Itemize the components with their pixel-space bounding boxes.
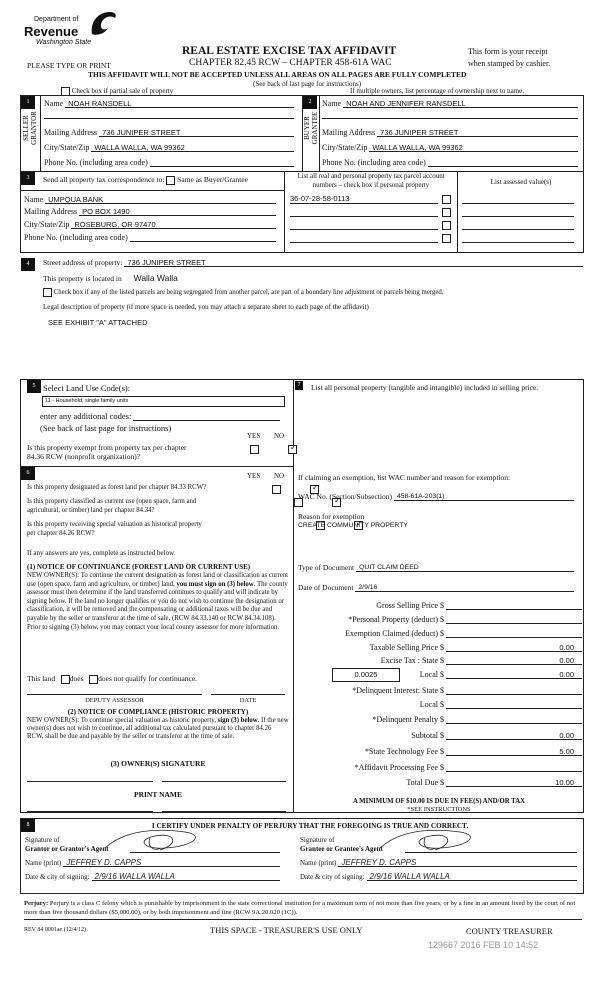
agency-line1: Department of — [34, 16, 79, 23]
deputy-assessor-label: DEPUTY ASSESSOR — [85, 697, 144, 704]
corr-city-field[interactable]: ROSEBURG, OR 97470 — [71, 220, 276, 229]
reason-field[interactable]: CREATE COMMUNITY PROPERTY — [298, 522, 408, 529]
continuance-row: This land does does not qualify for continuance. — [27, 674, 198, 683]
exempt-yes-checkbox[interactable] — [250, 445, 259, 454]
owner-signature-line-2[interactable] — [162, 781, 286, 782]
section5-no-header: NO — [274, 432, 285, 440]
corr-name-field[interactable]: UMPQUA BANK — [45, 195, 276, 204]
additional-codes-row: enter any additional codes: — [40, 411, 280, 421]
wac-field[interactable]: 458-61A-203(1) — [394, 492, 574, 501]
form-title: REAL ESTATE EXCISE TAX AFFIDAVIT — [182, 45, 397, 57]
fee-delinquent-interest-local: Local $ — [300, 700, 582, 709]
notice1-title: (1) NOTICE OF CONTINUANCE (FOREST LAND OR CURRENT USE) — [27, 563, 251, 571]
exempt-question: Is this property exempt from property tax per chapter 84.36 RCW (nonprofit organization)? — [27, 443, 187, 461]
grantee-signature-label: Signature of Grantee or Grantee's Agent — [300, 836, 383, 853]
deputy-assessor-line[interactable] — [27, 694, 202, 695]
parcel-number-field[interactable] — [290, 233, 438, 243]
print-name-line-2[interactable] — [162, 811, 286, 812]
additional-codes-field[interactable] — [133, 412, 280, 421]
grantee-date-row: Date & city of signing: 2/9/16 WALLA WALLA — [300, 872, 577, 881]
fee-delinquent-penalty: *Delinquent Penalty $ — [300, 715, 582, 724]
section1-sidebar-divider — [40, 96, 41, 171]
seller-mailing-row: Mailing Address 736 JUNIPER STREET — [44, 128, 294, 137]
assessed-value-field[interactable] — [462, 233, 574, 243]
see-instructions-note: *SEE INSTRUCTIONS — [407, 806, 471, 813]
grantor-date-row: Date & city of signing: 2/9/16 WALLA WALLA — [25, 872, 280, 881]
seller-grantor-label: SELLER GRANTOR — [22, 111, 38, 145]
notice1-body: NEW OWNER(S): To continue the current designation as forest land or classification as current use (open space, farm and agriculture, or timber) land, you must sign on (3) below. The county assessor must then determine if the land transferred continues to qualify and will indicate by signing below. If the land no longer qualifies or you do not wish to continue the designation or classification, it will be removed and the compensating or additional taxes will be due and payable by the seller or transferor at the time of sale. (RCW 84.33.140 or RCW 84.34.108). Prior to signing (3) below, you may contact your local county assessor for more information. — [27, 572, 289, 631]
buyer-phone-field[interactable] — [428, 158, 578, 167]
section4-badge: 4 — [21, 258, 35, 271]
treasurer-stamp: 129667 2016 FEB 10 14:52 — [428, 940, 539, 950]
grantor-date-field[interactable]: 2/9/16 WALLA WALLA — [92, 872, 280, 881]
buyer-name-line2[interactable] — [322, 118, 578, 119]
print-name-line-1[interactable] — [27, 811, 153, 812]
grantor-name-field[interactable]: JEFFREY D. CAPPS — [63, 858, 280, 867]
exempt-no-checkbox[interactable] — [288, 445, 297, 454]
buyer-name-row: Name NOAH AND JENNIFER RANSDELL — [322, 99, 578, 108]
fee-personal-property: *Personal Property (deduct) $ — [300, 615, 582, 624]
same-as-buyer-checkbox[interactable] — [166, 176, 175, 185]
buyer-mailing-row: Mailing Address 736 JUNIPER STREET — [322, 128, 578, 137]
fee-taxable-selling-price: Taxable Selling Price $ 0.00 — [300, 643, 582, 652]
parcel-row-2 — [290, 207, 580, 219]
reason-label: Reason for exemption — [298, 512, 365, 521]
parcel-row-4 — [290, 233, 580, 245]
partial-sale-label: Check box if partial sale of property — [71, 87, 174, 96]
see-back-note: (See back of last page for instructions) — [253, 80, 362, 88]
receipt-note-1: This form is your receipt — [468, 47, 548, 56]
corr-phone-row: Phone No. (including area code) — [24, 233, 276, 242]
buyer-phone-row: Phone No. (including area code) — [322, 158, 578, 167]
section6-top-divider — [20, 466, 294, 467]
minimum-due-note: A MINIMUM OF $10.00 IS DUE IN FEE(S) AND/OR TAX — [352, 798, 526, 805]
assessed-header: List assessed value(s) — [490, 178, 552, 186]
perjury-notice: Perjury: Perjury is a class C felony which is punishable by imprisonment in the state correctional institution for a maximum term of not more than five years, or by a fine in an amount fixed by the court of not more than five thousand dollars ($5,000.00), or by both imprisonment and fine (RCW 9A.20.020 (1C)). — [24, 900, 582, 920]
legal-description-value[interactable]: SEE EXHIBIT "A" ATTACHED — [48, 318, 148, 327]
forest-yes-checkbox[interactable] — [272, 485, 281, 494]
buyer-name-field[interactable]: NOAH AND JENNIFER RANSDELL — [343, 99, 578, 108]
grantee-name-field[interactable]: JEFFREY D. CAPPS — [338, 858, 577, 867]
does-not-qualify-checkbox[interactable] — [89, 675, 98, 684]
dor-logo — [22, 10, 122, 46]
doc-date-row: Date of Document 2/9/16 — [298, 583, 574, 592]
seller-name-row: Name NOAH RANSDELL — [44, 99, 294, 108]
grantor-signature — [95, 826, 215, 856]
notice2-body: NEW OWNER(S): To continue special valuation as historic property, sign (3) below. If the new owner(s) does not wish to continue, all additional tax calculated pursuant to chapter 84.26 RCW, shall be due and payable by the seller or transferor at the time of sale. — [27, 717, 289, 740]
buyer-mailing-field[interactable]: 736 JUNIPER STREET — [377, 128, 578, 137]
warning-text: THIS AFFIDAVIT WILL NOT BE ACCEPTED UNLESS ALL AREAS ON ALL PAGES ARE FULLY COMPLETED — [88, 70, 467, 79]
seller-mailing-field[interactable]: 736 JUNIPER STREET — [99, 128, 294, 137]
section2-badge: 2 — [303, 96, 317, 109]
grantor-signature-label: Signature of Grantor or Grantor's Agent — [25, 836, 109, 853]
fee-excise-tax-local: Local $ 0.00 — [300, 670, 582, 679]
doc-type-row: Type of Document QUIT CLAIM DEED — [298, 563, 574, 572]
chapter-line: CHAPTER 82.45 RCW – CHAPTER 458-61A WAC — [189, 58, 392, 68]
section5-yes-header: YES — [247, 432, 261, 440]
personal-property-checkbox[interactable] — [442, 208, 451, 217]
owner-signature-line-1[interactable] — [27, 781, 153, 782]
send-correspondence-row: Send all property tax correspondence to: Same as Buyer/Grantee — [43, 175, 248, 184]
fee-excise-tax-state: Excise Tax : State $ 0.00 — [300, 656, 582, 665]
segregated-row: Check box if any of the listed parcels are being segregated from another parcel, are part of a boundary line adjustment or parcels being merged. — [43, 288, 444, 297]
parcel-number-field[interactable] — [290, 207, 438, 217]
legal-description-label: Legal description of property (if more space is needed, you may attach a separate sheet to each page of the affidavit) — [43, 303, 369, 311]
section3-header-divider — [20, 190, 284, 191]
owner-signature-label: (3) OWNER(S) SIGNATURE — [110, 759, 206, 768]
seller-city-row: City/State/Zip WALLA WALLA, WA 99362 — [44, 143, 294, 152]
seller-name-line2[interactable] — [44, 118, 294, 119]
local-rate-box[interactable]: 0.0025 — [332, 668, 400, 682]
seller-city-field[interactable]: WALLA WALLA, WA 99362 — [91, 143, 294, 152]
current-use-question: Is this property classified as current use (open space, farm and agricultural, or timber) land per chapter 84.34? — [27, 498, 197, 514]
fee-total-due: Total Due $ 10.00 — [300, 778, 582, 787]
personal-property-label: List all personal property (tangible and intangible) included in selling price. — [311, 383, 539, 392]
street-address-row: Street address of property: 736 JUNIPER STREET — [43, 258, 583, 267]
located-in-value[interactable]: Walla Walla — [133, 273, 178, 283]
parcel-row-1 — [290, 194, 580, 206]
section6-no-header: NO — [274, 472, 285, 480]
land-use-label: Select Land Use Code(s): — [43, 383, 131, 393]
section6-badge: 6 — [21, 467, 35, 480]
if-yes-note: If any answers are yes, complete as instructed below. — [27, 549, 176, 557]
agency-line2: Revenue — [24, 24, 79, 39]
personal-property-checkbox[interactable] — [442, 195, 451, 204]
wac-row: WAC No. (Section/Subsection) 458-61A-203(1) — [298, 492, 574, 501]
fee-affidavit-processing: *Affidavit Processing Fee $ — [300, 763, 582, 772]
segregated-checkbox[interactable] — [43, 288, 52, 297]
doc-type-field[interactable]: QUIT CLAIM DEED — [356, 563, 574, 572]
notice2-title: (2) NOTICE OF COMPLIANCE (HISTORIC PROPERTY) — [67, 708, 249, 716]
fee-exemption-claimed: Exemption Claimed (deduct) $ — [300, 629, 582, 638]
section5-see-back: (See back of last page for instructions) — [40, 423, 172, 433]
print-name-label: PRINT NAME — [134, 790, 182, 799]
agency-line3: Washington State — [36, 39, 92, 46]
buyer-city-row: City/State/Zip WALLA WALLA, WA 99362 — [322, 143, 578, 152]
grantor-name-row: Name (print) JEFFREY D. CAPPS — [25, 858, 280, 867]
buyer-grantee-label: BUYER GRANTEE — [303, 111, 319, 145]
doc-date-field[interactable]: 2/9/16 — [355, 583, 574, 592]
treasurer-use-only: THIS SPACE - TREASURER'S USE ONLY — [210, 925, 363, 935]
receipt-note-2: when stamped by cashier. — [468, 59, 551, 68]
personal-property-checkbox[interactable] — [442, 221, 451, 230]
corr-name-row: Name UMPQUA BANK — [24, 195, 276, 204]
grantee-date-field[interactable]: 2/9/16 WALLA WALLA — [367, 872, 577, 881]
corr-phone-field[interactable] — [130, 233, 276, 242]
parcels-header: List all real and personal property tax parcel account numbers – check box if personal property — [297, 172, 445, 189]
historic-question: Is this property receiving special valuation as historical property per chapter 84.26 RCW? — [27, 521, 202, 537]
corr-city-row: City/State/Zip ROSEBURG, OR 97470 — [24, 220, 276, 229]
personal-property-checkbox[interactable] — [442, 234, 451, 243]
seller-name-field[interactable]: NOAH RANSDELL — [65, 99, 294, 108]
buyer-city-field[interactable]: WALLA WALLA, WA 99362 — [369, 143, 578, 152]
assessor-date-line[interactable] — [211, 694, 285, 695]
section3-badge: 3 — [21, 172, 35, 185]
please-print: PLEASE TYPE OR PRINT — [27, 61, 111, 70]
corr-mailing-row: Mailing Address PO BOX 1490 — [24, 207, 276, 216]
exemption-label: If claiming an exemption, list WAC number and reason for exemption: — [298, 473, 511, 482]
forest-land-question: Is this property designated as forest land per chapter 84.33 RCW? — [27, 484, 207, 491]
street-address-field[interactable]: 736 JUNIPER STREET — [124, 258, 583, 267]
assessor-date-label: DATE — [239, 697, 257, 704]
fee-delinquent-interest-state: *Delinquent Interest: State $ — [300, 686, 582, 695]
section2-sidebar-divider — [319, 96, 320, 171]
fee-subtotal: Subtotal $ 0.00 — [300, 731, 582, 740]
seller-phone-row: Phone No. (including area code) — [44, 158, 294, 167]
certify-statement: I CERTIFY UNDER PENALTY OF PERJURY THAT THE FOREGOING IS TRUE AND CORRECT. — [151, 822, 469, 830]
fee-state-technology: *State Technology Fee $ 5.00 — [300, 747, 582, 756]
section7-badge: 7 — [295, 381, 303, 390]
assessed-value-field[interactable] — [462, 220, 574, 230]
section5-badge: 5 — [27, 380, 41, 393]
parcel-number-field[interactable] — [290, 220, 438, 230]
multiple-owners-note: If multiple owners, list percentage of ownership next to name. — [350, 87, 524, 95]
grantee-signature — [370, 826, 490, 856]
county-treasurer: COUNTY TREASURER — [466, 926, 553, 936]
does-qualify-checkbox[interactable] — [61, 675, 70, 684]
land-use-select[interactable]: 11 - Household, single family units — [42, 396, 285, 407]
parcel-row-3 — [290, 220, 580, 232]
assessed-value-field[interactable] — [462, 194, 574, 204]
form-revision: REV 84 0001ae (12/4/12) — [24, 927, 87, 933]
wave-logo-icon — [88, 10, 118, 36]
section6-yes-header: YES — [247, 472, 261, 480]
grantee-name-row: Name (print) JEFFREY D. CAPPS — [300, 858, 577, 867]
located-in-row: This property is located in Walla Walla — [43, 273, 178, 283]
section8-badge: 8 — [21, 819, 35, 832]
parcel-number-field[interactable]: 36-07-28-58-0113 — [290, 194, 438, 204]
seller-phone-field[interactable] — [150, 158, 294, 167]
section1-badge: 1 — [21, 96, 35, 109]
fee-gross-selling-price: Gross Selling Price $ — [300, 601, 582, 610]
assessed-value-field[interactable] — [462, 207, 574, 217]
corr-mailing-field[interactable]: PO BOX 1490 — [79, 207, 276, 216]
